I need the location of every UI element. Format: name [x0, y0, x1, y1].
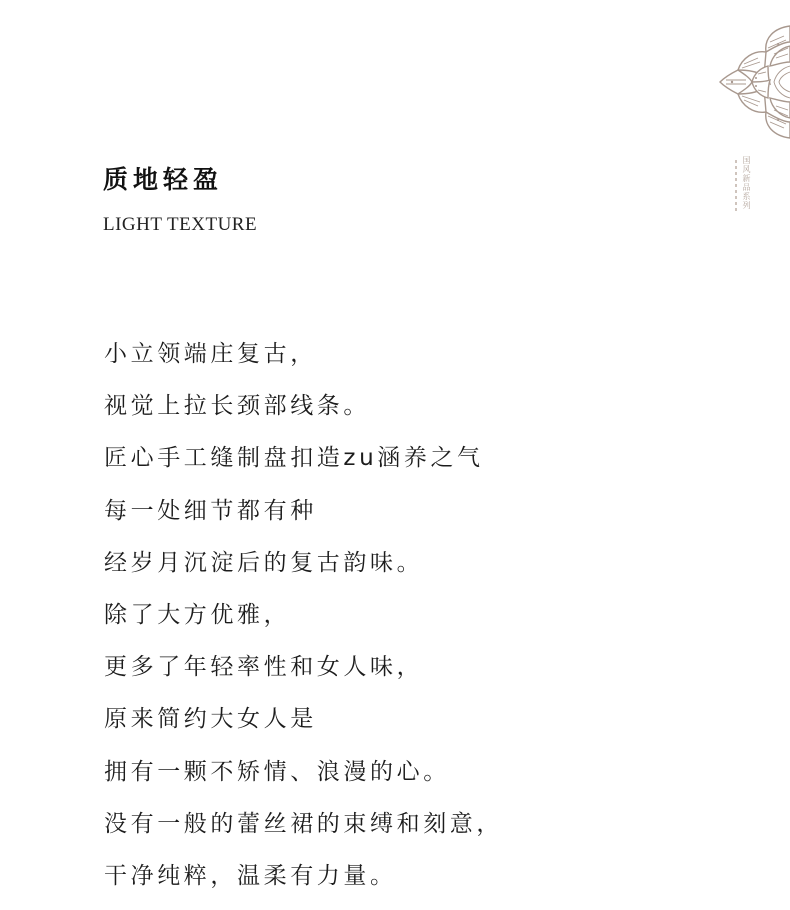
- body-line: 没有一般的蕾丝裙的束缚和刻意，: [104, 810, 503, 837]
- body-text: [104, 336, 503, 910]
- body-line: 匠心手工缝制盘扣造zu涵养之气: [104, 445, 484, 472]
- body-line: 更多了年轻率性和女人味，: [104, 654, 424, 681]
- lotus-ornament-icon: [718, 22, 790, 142]
- body-line: 拥有一颗不矫情、浪漫的心。: [104, 758, 450, 785]
- body-line: 每一处细节都有种: [104, 497, 317, 524]
- section-subtitle: LIGHT TEXTURE: [103, 214, 258, 235]
- section-title: 质地轻盈: [103, 165, 224, 194]
- side-label-dots-icon: [733, 158, 739, 218]
- body-line: 干净纯粹，温柔有力量。: [104, 862, 397, 889]
- side-label: 国风新品系列: [742, 156, 751, 210]
- body-line: 视觉上拉长颈部线条。: [104, 393, 370, 420]
- body-line: 除了大方优雅，: [104, 601, 291, 628]
- body-line: 经岁月沉淀后的复古韵味。: [104, 549, 424, 576]
- body-line: 小立领端庄复古，: [104, 341, 317, 367]
- body-line: 原来简约大女人是: [104, 706, 317, 733]
